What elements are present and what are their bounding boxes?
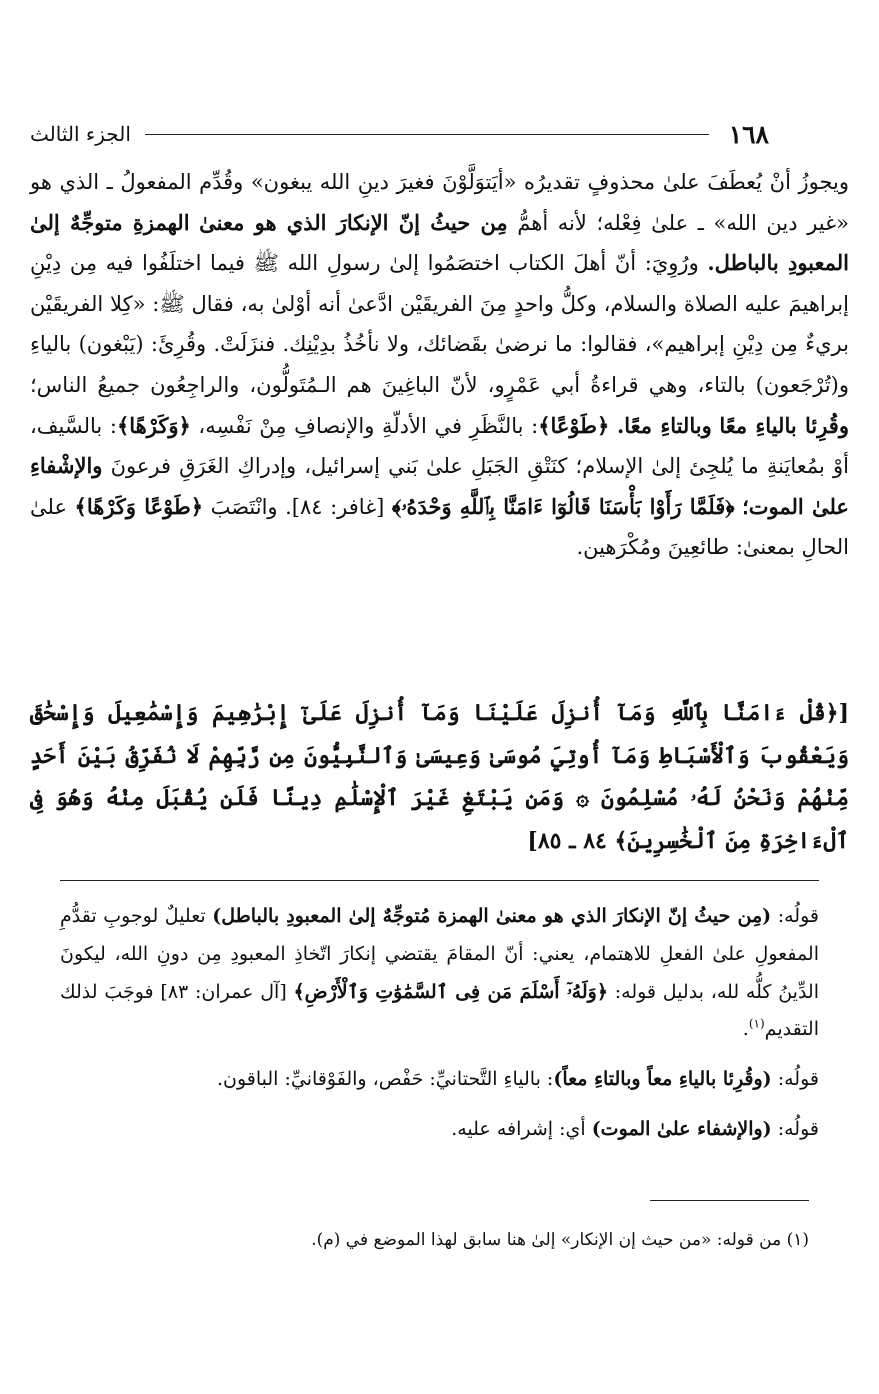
commentary-paragraph: [60, 898, 819, 1049]
main-text-segment: قراءةُ أبي عَمْرٍو، لأنّ الباغِينَ هم الـمُتَولُّون، والراجِعُون جميعُ الناس؛: [30, 372, 639, 397]
commentary-separator: [60, 880, 819, 881]
bold-phrase: وقُرِئا بالياءِ معًا: [719, 412, 849, 438]
main-text-segment: أوْ بمُعايَنةِ ما يُلجِئ إلىٰ الإسلام؛ كنَتْقِ الجَبَلِ علىٰ بَني إسرائيل، وإدراكِ الغَرَقِ فرعونَ: [110, 454, 849, 479]
commentary-quote: (مِن حيثُ إنّ الإنكارَ الذي هو معنىٰ الهمزة مُتوجِّهٌ إلىٰ المعبودِ بالباطل): [212, 905, 772, 927]
footnote-text: (١) من قوله: «من حيث إن الإنكار» إلىٰ هنا سابق لهذا الموضع في (م).: [311, 1230, 809, 1250]
main-text-segment: علىٰ الحالِ بمعنىٰ: طائعِينَ ومُكْرَهين.: [30, 494, 849, 560]
commentary-quote: (وقُرِئا بالياءِ معاً وبالتاءِ معاً): [553, 1068, 772, 1091]
quran-verses-block: [30, 692, 849, 862]
header-rule: [145, 134, 709, 135]
footnote-marker: (١): [748, 1017, 765, 1032]
commentary-intro: قولُه:: [771, 905, 819, 927]
bold-phrase: والإشْفاءِ علىٰ الموت؛: [30, 453, 849, 519]
commentary: [60, 898, 819, 1149]
quran-quote: ﴿طَوْعًا﴾: [538, 412, 610, 438]
main-text-segment: بقَضائك، ولا نأخُذُ بدِيْنِك. فنزَلَتْ. وقُرِئَ: (يَبْغون) بالياءِ و(تُرْجَعون) بالتاء، وهي: [30, 332, 849, 397]
commentary-quote: (والإشفاء علىٰ الموت): [591, 1117, 772, 1140]
quran-quote: ﴿وَلَهُۥٓ أَسْلَمَ مَن فِى ٱلسَّمَٰوَٰتِ وَٱلْأَرْضِ﴾: [293, 980, 608, 1003]
main-text-segment: : بالسَّيف،: [30, 413, 117, 438]
main-text-segment: ادَّعىٰ أنه أوْلىٰ به، فقال ﷺ: «كِلا الفريقَيْن بريءٌ مِن دِيْنِ إبراهيم»، فقالوا: ما نرضىٰ: [30, 291, 849, 357]
footnote-separator: [650, 1200, 809, 1201]
commentary-intro: قولُه:: [771, 1117, 819, 1140]
main-text-segment: [غافر: ٨٤]. وانْتَصَبَ: [210, 494, 385, 519]
main-text-segment: ﷺ فيما اختلَفُوا فيه مِن دِيْنِ إبراهيمَ عليه الصلاة والسلام، وكلُّ واحدٍ مِنَ الفريقَيْن: [30, 251, 849, 316]
quran-quote: ﴿فَلَمَّا رَأَوْا بَأْسَنَا قَالُوٓا ءَامَنَّا بِٱللَّهِ وَحْدَهُۥ﴾: [391, 493, 735, 519]
main-text-segment: الذي هو «غير دين الله» ـ علىٰ فِعْله؛ لأنه أهمُّ: [30, 170, 849, 235]
main-text: [30, 162, 849, 568]
main-paragraph: [30, 162, 849, 568]
quran-verses: [30, 692, 849, 862]
commentary-paragraph: [60, 1061, 819, 1099]
main-text-segment: : بالنَّظَرِ في الأدلّةِ والإنصافِ مِنْ نَفْسِه،: [198, 413, 539, 438]
bold-phrase: وبالتاءِ معًا.: [616, 412, 712, 438]
quran-quote: ﴿وَكَرْهًا﴾: [116, 412, 191, 438]
commentary-paragraph: [60, 1111, 819, 1149]
commentary-text: تعليلٌ لوجوبِ تقدُّمِ المفعولِ علىٰ الفعلِ للاهتمام، يعني: أنّ المقامَ يقتضي إنكارَ اتّخاذِ المعبودِ مِن دونِ الله، ليكونَ الدِّينُ كلُّه لله، بدليل قوله:: [60, 905, 819, 1003]
main-text-segment: ويجوزُ أنْ يُعطَفَ علىٰ محذوفٍ تقديرُه «أيَتوَلَّوْنَ فغيرَ دينِ الله يبغون» وقُدِّم المفعولُ ـ: [106, 170, 849, 194]
commentary-text: [آل عمران: ٨٣] فوجَبَ لذلك التقديم: [60, 980, 819, 1041]
main-text-segment: ورُوِيَ: أنّ أهلَ الكتاب اختصَمُوا إلىٰ رسولِ الله: [287, 251, 699, 276]
quran-verse-text: ﴿قُلْ ءَامَنَّا بِٱللَّهِ وَمَآ أُنزِلَ عَلَيْنَا وَمَآ أُنزِلَ عَلَىٰٓ إِبْرَٰهِيمَ وَإِسْمَٰعِيلَ وَإِسْحَٰقَ وَيَعْقُوبَ وَٱلْأَسْبَاطِ وَمَآ أُوتِيَ مُوسَىٰ وَعِيسَىٰ وَٱلنَّبِيُّونَ مِن رَّبِّهِمْ لَا نُفَرِّقُ بَيْنَ أَحَدٍ مِّنْهُمْ وَنَحْنُ لَهُۥ مُسْلِمُونَ ۞ وَمَن يَبْتَغِ غَيْرَ ٱلْإِسْلَٰمِ دِينًا فَلَن يُقْبَلَ مِنْهُ وَهُوَ فِى ٱلْءَاخِرَةِ مِنَ ٱلْخَٰسِرِينَ﴾: [30, 700, 849, 854]
commentary-intro: قولُه:: [771, 1068, 819, 1091]
commentary-text: .: [742, 1018, 749, 1041]
footnote: [60, 1226, 809, 1254]
commentary-text: : بالياءِ التَّحتانيِّ: حَفْص، والفَوْقانيِّ: الباقون.: [216, 1068, 554, 1091]
page-header: [30, 118, 769, 150]
quran-quote: ﴿طَوْعًا وَكَرْهًا﴾: [74, 493, 204, 519]
commentary-text: أي: إشرافه عليه.: [451, 1117, 592, 1140]
bold-phrase: الهمزةِ متوجِّهٌ إلىٰ المعبودِ بالباطل.: [30, 209, 850, 276]
open-bracket: [: [838, 700, 849, 726]
running-head: الجزء الثالث: [30, 122, 131, 146]
bold-phrase: مِن حيثُ إنّ الإنكارَ الذي هو معنىٰ: [199, 209, 508, 235]
page-number: ١٦٨: [728, 119, 769, 149]
verse-reference: ٨٤ ـ ٨٥]: [527, 827, 607, 854]
